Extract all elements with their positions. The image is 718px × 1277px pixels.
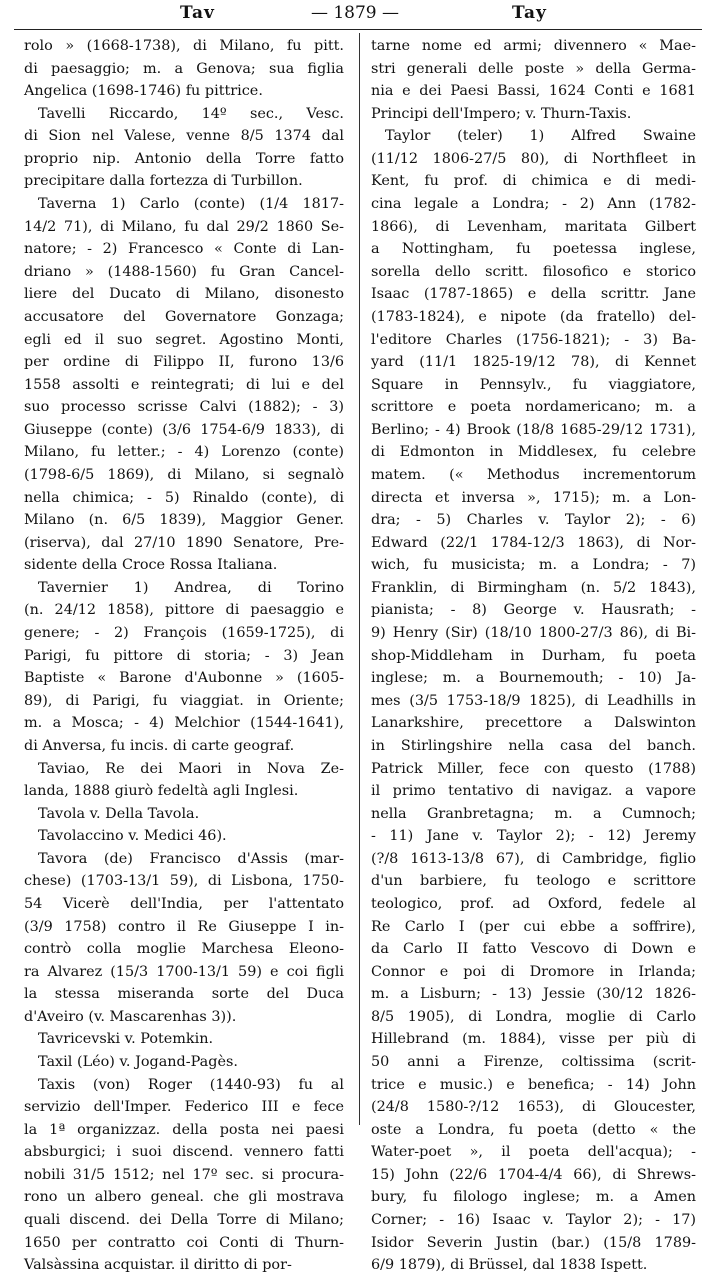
text-line: d'un barbiere, fu teologo e scrittore <box>371 873 696 890</box>
text-line: Lanarkshire, precettore a Dalswinton <box>371 715 696 732</box>
text-line: la 1ª organizzaz. della posta nei paesi <box>24 1121 344 1138</box>
text-line: 8/5 1905), di Londra, moglie di Carlo <box>371 1008 696 1025</box>
text-line: Tavola v. Della Tavola. <box>38 805 200 822</box>
text-line: proprio nip. Antonio della Torre fatto <box>24 150 344 167</box>
text-line: Tavolaccino v. Medici 46). <box>38 828 227 845</box>
text-line: mes (3/5 1753-18/9 1825), di Leadhills in <box>371 692 696 709</box>
text-line: Principi dell'Impero; v. Thurn-Taxis. <box>371 105 632 122</box>
text-line: Taviao, Re dei Maori in Nova Ze- <box>38 760 344 777</box>
text-line: nia e dei Paesi Bassi, 1624 Conti e 1681 <box>371 83 696 100</box>
text-line: (riserva), dal 27/10 1890 Senatore, Pre- <box>24 534 344 551</box>
text-line: pianista; - 8) George v. Hausrath; - <box>371 602 696 619</box>
text-line: driano » (1488-1560) fu Gran Cancel- <box>24 263 344 280</box>
text-line: Hillebrand (m. 1884), visse per più di <box>371 1031 696 1048</box>
text-line: dra; - 5) Charles v. Taylor 2); - 6) <box>371 512 696 529</box>
header-right-keyword: Tay <box>512 3 547 23</box>
text-line: precipitare dalla fortezza di Turbillon. <box>24 173 303 190</box>
text-line: m. a Lisburn; - 13) Jessie (30/12 1826- <box>371 986 696 1003</box>
text-line: trice e music.) e benefica; - 14) John <box>371 1076 696 1093</box>
text-line: scrittore e poeta nordamericano; m. a <box>371 399 696 416</box>
text-line: matem. (« Methodus incrementorum <box>371 466 696 483</box>
text-line: Connor e poi di Dromore in Irlanda; <box>371 963 696 980</box>
text-line: (3/9 1758) contro il Re Giuseppe I in- <box>24 918 344 935</box>
text-line: teologico, prof. ad Oxford, fedele al <box>371 895 696 912</box>
text-line: l'editore Charles (1756-1821); - 3) Ba- <box>371 331 696 348</box>
text-line: sorella dello scritt. filosofico e storico <box>371 263 696 280</box>
text-line: (24/8 1580-?/12 1653), di Gloucester, <box>371 1099 696 1116</box>
text-line: (n. 24/12 1858), pittore di paesaggio e <box>24 602 344 619</box>
text-line: suo processo scrisse Calvi (1882); - 3) <box>24 399 344 416</box>
text-line: Taxis (von) Roger (1440-93) fu al <box>38 1076 344 1093</box>
text-line: di Sion nel Valese, venne 8/5 1374 dal <box>24 128 344 145</box>
text-line: Corner; - 16) Isaac v. Taylor 2); - 17) <box>371 1212 696 1229</box>
text-line: m. a Mosca; - 4) Melchior (1544-1641), <box>24 715 344 732</box>
text-line: Angelica (1698-1746) fu pittrice. <box>24 83 263 100</box>
text-line: stri generali delle poste » della Germa- <box>371 60 696 77</box>
text-line: Milano, fu letter.; - 4) Lorenzo (conte) <box>24 444 344 461</box>
text-line: quali discend. dei Della Torre di Milano; <box>24 1212 344 1229</box>
text-line: Isidor Severin Justin (bar.) (15/8 1789- <box>371 1234 696 1251</box>
text-line: cina legale a Londra; - 2) Ann (1782- <box>371 196 696 213</box>
text-line: Parigi, fu pittore di storia; - 3) Jean <box>24 647 344 664</box>
text-line: landa, 1888 giurò fedeltà agli Inglesi. <box>24 783 299 800</box>
text-line: tarne nome ed armi; divennero « Mae- <box>371 38 696 54</box>
text-line: il primo tentativo di navigaz. a vapore <box>371 783 696 800</box>
text-line: ra Alvarez (15/3 1700-13/1 59) e coi figli <box>24 963 344 980</box>
text-line: a Nottingham, fu poetessa inglese, <box>371 241 696 258</box>
text-line: rono un albero geneal. che gli mostrava <box>24 1189 344 1206</box>
text-line: rolo » (1668-1738), di Milano, fu pitt. <box>24 38 344 54</box>
text-line: 1866), di Levenham, maritata Gilbert <box>371 218 696 235</box>
text-line: 9) Henry (Sir) (18/10 1800-27/3 86), di Bi- <box>371 625 696 642</box>
text-line: (1798-6/5 1869), di Milano, si segnalò <box>24 466 344 483</box>
text-line: Taylor (teler) 1) Alfred Swaine <box>385 128 696 145</box>
text-line: per ordine di Filippo II, furono 13/6 <box>24 354 344 371</box>
text-line: Isaac (1787-1865) e della scrittr. Jane <box>371 286 696 303</box>
text-line: 89), di Parigi, fu viaggiat. in Oriente; <box>24 692 344 709</box>
text-line: Re Carlo I (per cui ebbe a soffrire), <box>371 918 696 935</box>
right-column <box>371 35 696 1277</box>
text-line: 1650 per contratto coi Conti di Thurn- <box>24 1234 344 1251</box>
text-line: nella chimica; - 5) Rinaldo (conte), di <box>24 489 344 506</box>
text-line: Valsàssina acquistar. il diritto di por- <box>24 1257 292 1274</box>
text-line: Milano (n. 6/5 1839), Maggior Gener. <box>24 512 344 529</box>
text-line: inglese; m. a Bournemouth; - 10) Ja- <box>371 670 696 687</box>
text-line: contrò colla moglie Marchesa Eleono- <box>24 941 344 958</box>
text-line: Berlino; - 4) Brook (18/8 1685-29/12 1731), <box>371 421 696 438</box>
header-left-keyword: Tav <box>180 3 215 23</box>
text-line: di Edmonton in Middlesex, fu celebre <box>371 444 696 461</box>
text-line: Taverna 1) Carlo (conte) (1/4 1817- <box>38 196 344 213</box>
text-line: servizio dell'Imper. Federico III e fece <box>24 1099 344 1116</box>
text-line: Edward (22/1 1784-12/3 1863), di Nor- <box>371 534 696 551</box>
text-line: yard (11/1 1825-19/12 78), di Kennet <box>371 354 696 371</box>
text-line: Tavora (de) Francisco d'Assis (mar- <box>38 850 344 867</box>
text-line: nella Granbretagna; m. a Cumnoch; <box>371 805 696 822</box>
text-line: 50 anni a Firenze, coltissima (scrit- <box>371 1054 696 1071</box>
text-line: Tavricevski v. Potemkin. <box>38 1031 214 1048</box>
text-line: la stessa miseranda sorte del Duca <box>24 986 344 1003</box>
text-line: genere; - 2) François (1659-1725), di <box>24 625 344 642</box>
text-line: 14/2 71), di Milano, fu dal 29/2 1860 Se- <box>24 218 344 235</box>
left-column <box>24 35 344 1277</box>
text-line: - 11) Jane v. Taylor 2); - 12) Jeremy <box>371 828 696 845</box>
page-number: — 1879 — <box>310 3 400 23</box>
text-line: directa et inversa », 1715); m. a Lon- <box>371 489 696 506</box>
header-rule <box>14 29 702 30</box>
text-line: 15) John (22/6 1704-4/4 66), di Shrews- <box>371 1166 696 1183</box>
page-header <box>0 0 718 28</box>
text-line: sidente della Croce Rossa Italiana. <box>24 557 278 574</box>
text-line: (11/12 1806-27/5 80), di Northfleet in <box>371 150 696 167</box>
text-line: shop-Middleham in Durham, fu poeta <box>371 647 696 664</box>
text-line: 54 Vicerè dell'India, per l'attentato <box>24 895 344 912</box>
text-line: absburgici; i suoi discend. vennero fatti <box>24 1144 344 1161</box>
text-line: 1558 assolti e reintegrati; di lui e del <box>24 376 344 393</box>
text-line: chese) (1703-13/1 59), di Lisbona, 1750- <box>24 873 344 890</box>
text-line: Patrick Miller, fece con questo (1788) <box>371 760 696 777</box>
text-line: da Carlo II fatto Vescovo di Down e <box>371 941 696 958</box>
text-line: Water-poet », il poeta dell'acqua); - <box>371 1144 696 1161</box>
text-line: accusatore del Governatore Gonzaga; <box>24 308 344 325</box>
text-line: Baptiste « Barone d'Aubonne » (1605- <box>24 670 344 687</box>
column-divider <box>359 33 360 1125</box>
text-line: egli ed il suo segret. Agostino Monti, <box>24 331 344 348</box>
text-line: (?/8 1613-13/8 67), di Cambridge, figlio <box>371 850 696 867</box>
text-line: 6/9 1879), di Brüssel, dal 1838 Ispett. <box>371 1257 648 1274</box>
text-line: Kent, fu prof. di chimica e di medi- <box>371 173 696 190</box>
text-line: oste a Londra, fu poeta (detto « the <box>371 1121 696 1138</box>
text-line: di paesaggio; m. a Genova; sua figlia <box>24 60 344 77</box>
text-line: Tavernier 1) Andrea, di Torino <box>38 579 344 596</box>
text-line: natore; - 2) Francesco « Conte di Lan- <box>24 241 344 258</box>
text-line: wich, fu musicista; m. a Londra; - 7) <box>371 557 696 574</box>
text-line: in Stirlingshire nella casa del banch. <box>371 737 696 754</box>
text-line: Giuseppe (conte) (3/6 1754-6/9 1833), di <box>24 421 344 438</box>
text-line: bury, fu filologo inglese; m. a Amen <box>371 1189 696 1206</box>
text-line: nobili 31/5 1512; nel 17º sec. si procura- <box>24 1166 344 1183</box>
text-line: liere del Ducato di Milano, disonesto <box>24 286 344 303</box>
text-line: Square in Pennsylv., fu viaggiatore, <box>371 376 696 393</box>
text-line: Tavelli Riccardo, 14º sec., Vesc. <box>38 105 344 122</box>
text-line: Taxil (Léo) v. Jogand-Pagès. <box>38 1054 238 1071</box>
text-line: (1783-1824), e nipote (da fratello) del- <box>371 308 696 325</box>
text-line: d'Aveiro (v. Mascarenhas 3)). <box>24 1008 237 1025</box>
text-line: di Anversa, fu incis. di carte geograf. <box>24 737 295 754</box>
text-line: Franklin, di Birmingham (n. 5/2 1843), <box>371 579 696 596</box>
